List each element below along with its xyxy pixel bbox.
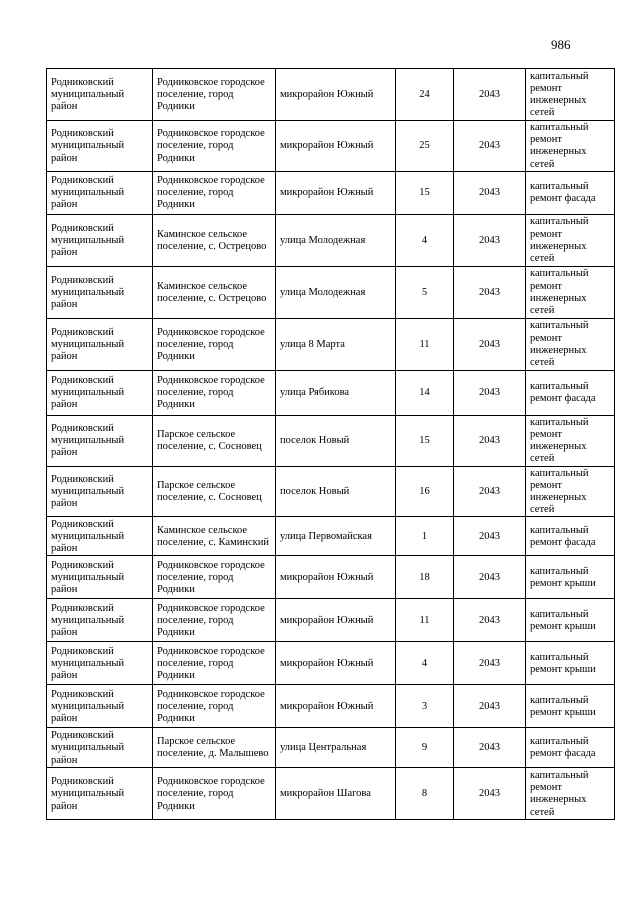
municipal-district-cell: Родниковский муниципальный район <box>47 642 153 685</box>
settlement-cell: Родниковское городское поселение, город Родники <box>153 685 276 728</box>
house-number-cell: 24 <box>396 69 454 121</box>
planned-year-cell: 2043 <box>454 728 526 768</box>
planned-year-cell: 2043 <box>454 599 526 642</box>
municipal-district-cell: Родниковский муниципальный район <box>47 121 153 172</box>
street-cell: поселок Новый <box>276 415 396 466</box>
table-row <box>47 642 615 685</box>
municipal-district-cell: Родниковский муниципальный район <box>47 214 153 266</box>
work-type-cell: капитальный ремонт инженерных сетей <box>526 69 615 121</box>
street-cell: микрорайон Южный <box>276 171 396 214</box>
table-row <box>47 266 615 318</box>
street-cell: улица Молодежная <box>276 214 396 266</box>
work-type-cell: капитальный ремонт крыши <box>526 556 615 599</box>
work-type-cell: капитальный ремонт инженерных сетей <box>526 121 615 172</box>
municipal-district-cell: Родниковский муниципальный район <box>47 466 153 517</box>
municipal-district-cell: Родниковский муниципальный район <box>47 171 153 214</box>
house-number-cell: 14 <box>396 370 454 415</box>
planned-year-cell: 2043 <box>454 214 526 266</box>
street-cell: улица 8 Марта <box>276 318 396 370</box>
settlement-cell: Родниковское городское поселение, город Родники <box>153 171 276 214</box>
street-cell: микрорайон Южный <box>276 69 396 121</box>
table-body <box>47 69 615 820</box>
municipal-district-cell: Родниковский муниципальный район <box>47 266 153 318</box>
settlement-cell: Родниковское городское поселение, город Родники <box>153 642 276 685</box>
street-cell: улица Молодежная <box>276 266 396 318</box>
house-number-cell: 1 <box>396 517 454 556</box>
work-type-cell: капитальный ремонт фасада <box>526 728 615 768</box>
settlement-cell: Родниковское городское поселение, город Родники <box>153 121 276 172</box>
planned-year-cell: 2043 <box>454 556 526 599</box>
work-type-cell: капитальный ремонт инженерных сетей <box>526 466 615 517</box>
street-cell: микрорайон Южный <box>276 121 396 172</box>
settlement-cell: Родниковское городское поселение, город Родники <box>153 599 276 642</box>
house-number-cell: 18 <box>396 556 454 599</box>
table-row <box>47 214 615 266</box>
municipal-district-cell: Родниковский муниципальный район <box>47 728 153 768</box>
street-cell: микрорайон Южный <box>276 642 396 685</box>
table-row <box>47 370 615 415</box>
settlement-cell: Родниковское городское поселение, город Родники <box>153 370 276 415</box>
table-row <box>47 318 615 370</box>
planned-year-cell: 2043 <box>454 318 526 370</box>
table-row <box>47 121 615 172</box>
table-row <box>47 599 615 642</box>
municipal-district-cell: Родниковский муниципальный район <box>47 517 153 556</box>
planned-year-cell: 2043 <box>454 266 526 318</box>
work-type-cell: капитальный ремонт инженерных сетей <box>526 768 615 820</box>
municipal-district-cell: Родниковский муниципальный район <box>47 685 153 728</box>
table-row <box>47 556 615 599</box>
street-cell: микрорайон Южный <box>276 599 396 642</box>
work-type-cell: капитальный ремонт фасада <box>526 370 615 415</box>
work-type-cell: капитальный ремонт фасада <box>526 517 615 556</box>
table-row <box>47 685 615 728</box>
municipal-district-cell: Родниковский муниципальный район <box>47 599 153 642</box>
settlement-cell: Родниковское городское поселение, город Родники <box>153 556 276 599</box>
municipal-district-cell: Родниковский муниципальный район <box>47 415 153 466</box>
house-number-cell: 11 <box>396 599 454 642</box>
municipal-district-cell: Родниковский муниципальный район <box>47 318 153 370</box>
house-number-cell: 16 <box>396 466 454 517</box>
municipal-district-cell: Родниковский муниципальный район <box>47 69 153 121</box>
settlement-cell: Парское сельское поселение, д. Малышево <box>153 728 276 768</box>
house-number-cell: 15 <box>396 415 454 466</box>
house-number-cell: 4 <box>396 214 454 266</box>
planned-year-cell: 2043 <box>454 69 526 121</box>
table-row <box>47 171 615 214</box>
table-row <box>47 517 615 556</box>
house-number-cell: 25 <box>396 121 454 172</box>
street-cell: улица Первомайская <box>276 517 396 556</box>
planned-year-cell: 2043 <box>454 415 526 466</box>
settlement-cell: Каминское сельское поселение, с. Острецово <box>153 266 276 318</box>
table-row <box>47 466 615 517</box>
settlement-cell: Родниковское городское поселение, город Родники <box>153 69 276 121</box>
settlement-cell: Родниковское городское поселение, город Родники <box>153 318 276 370</box>
planned-year-cell: 2043 <box>454 642 526 685</box>
house-number-cell: 9 <box>396 728 454 768</box>
municipal-district-cell: Родниковский муниципальный район <box>47 370 153 415</box>
planned-year-cell: 2043 <box>454 685 526 728</box>
street-cell: улица Рябикова <box>276 370 396 415</box>
page-number: 986 <box>551 37 571 52</box>
street-cell: поселок Новый <box>276 466 396 517</box>
work-type-cell: капитальный ремонт крыши <box>526 642 615 685</box>
house-number-cell: 4 <box>396 642 454 685</box>
work-type-cell: капитальный ремонт фасада <box>526 171 615 214</box>
settlement-cell: Родниковское городское поселение, город Родники <box>153 768 276 820</box>
table-row <box>47 415 615 466</box>
street-cell: микрорайон Южный <box>276 685 396 728</box>
municipal-district-cell: Родниковский муниципальный район <box>47 768 153 820</box>
repair-schedule-table <box>46 68 615 820</box>
planned-year-cell: 2043 <box>454 370 526 415</box>
street-cell: микрорайон Южный <box>276 556 396 599</box>
planned-year-cell: 2043 <box>454 517 526 556</box>
table-row <box>47 69 615 121</box>
work-type-cell: капитальный ремонт инженерных сетей <box>526 214 615 266</box>
settlement-cell: Парское сельское поселение, с. Сосновец <box>153 415 276 466</box>
work-type-cell: капитальный ремонт инженерных сетей <box>526 266 615 318</box>
house-number-cell: 11 <box>396 318 454 370</box>
work-type-cell: капитальный ремонт крыши <box>526 685 615 728</box>
settlement-cell: Каминское сельское поселение, с. Каминский <box>153 517 276 556</box>
house-number-cell: 8 <box>396 768 454 820</box>
settlement-cell: Парское сельское поселение, с. Сосновец <box>153 466 276 517</box>
work-type-cell: капитальный ремонт крыши <box>526 599 615 642</box>
house-number-cell: 15 <box>396 171 454 214</box>
municipal-district-cell: Родниковский муниципальный район <box>47 556 153 599</box>
planned-year-cell: 2043 <box>454 768 526 820</box>
work-type-cell: капитальный ремонт инженерных сетей <box>526 318 615 370</box>
planned-year-cell: 2043 <box>454 171 526 214</box>
table-row <box>47 768 615 820</box>
planned-year-cell: 2043 <box>454 121 526 172</box>
house-number-cell: 3 <box>396 685 454 728</box>
table-row <box>47 728 615 768</box>
street-cell: микрорайон Шагова <box>276 768 396 820</box>
planned-year-cell: 2043 <box>454 466 526 517</box>
house-number-cell: 5 <box>396 266 454 318</box>
settlement-cell: Каминское сельское поселение, с. Острецово <box>153 214 276 266</box>
work-type-cell: капитальный ремонт инженерных сетей <box>526 415 615 466</box>
street-cell: улица Центральная <box>276 728 396 768</box>
